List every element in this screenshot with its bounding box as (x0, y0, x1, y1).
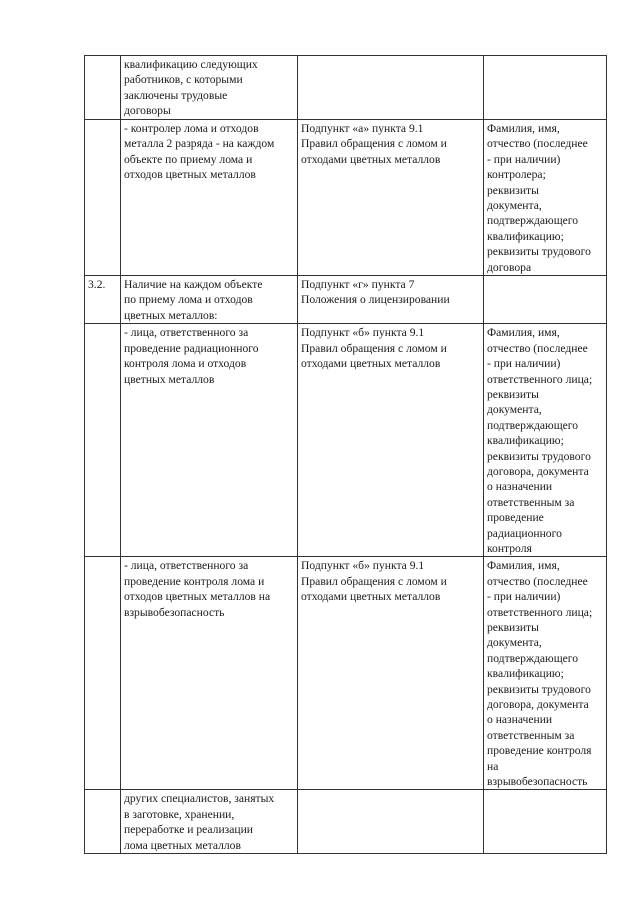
row-number-cell (85, 557, 121, 790)
documents-cell: Фамилия, имя, отчество (последнее - при наличии) ответственного лица; реквизиты документа, подтверждающего квалификацию; реквизиты трудового договора, документа о назначении ответственным за проведение контроля на взрывобезопасность (484, 557, 607, 790)
documents-cell (484, 276, 607, 324)
documents-cell (484, 56, 607, 120)
legal-basis-cell: Подпункт «а» пункта 9.1 Правил обращения с ломом и отходами цветных металлов (298, 120, 484, 276)
documents-cell: Фамилия, имя, отчество (последнее - при наличии) контролера; реквизиты документа, подтверждающего квалификацию; реквизиты трудового договора (484, 120, 607, 276)
legal-basis-cell: Подпункт «г» пункта 7 Положения о лицензировании (298, 276, 484, 324)
table-row (85, 56, 607, 120)
requirement-cell: других специалистов, занятых в заготовке, хранении, переработке и реализации лома цветных металлов (121, 790, 298, 854)
table-row (85, 276, 607, 324)
documents-cell (484, 790, 607, 854)
requirements-table (84, 55, 607, 854)
table-row (85, 120, 607, 276)
legal-basis-cell (298, 790, 484, 854)
row-number-cell (85, 324, 121, 557)
requirement-cell: - контролер лома и отходов металла 2 разряда - на каждом объекте по приему лома и отходов цветных металлов (121, 120, 298, 276)
row-number-cell: 3.2. (85, 276, 121, 324)
table-row (85, 790, 607, 854)
row-number-cell (85, 120, 121, 276)
table-row (85, 557, 607, 790)
table-row (85, 324, 607, 557)
row-number-cell (85, 790, 121, 854)
documents-cell: Фамилия, имя, отчество (последнее - при наличии) ответственного лица; реквизиты документа, подтверждающего квалификацию; реквизиты трудового договора, документа о назначении ответственным за проведение радиационного контроля (484, 324, 607, 557)
legal-basis-cell: Подпункт «б» пункта 9.1 Правил обращения с ломом и отходами цветных металлов (298, 557, 484, 790)
legal-basis-cell: Подпункт «б» пункта 9.1 Правил обращения с ломом и отходами цветных металлов (298, 324, 484, 557)
requirement-cell: - лица, ответственного за проведение контроля лома и отходов цветных металлов на взрывобезопасность (121, 557, 298, 790)
requirement-cell: квалификацию следующих работников, с которыми заключены трудовые договоры (121, 56, 298, 120)
row-number-cell (85, 56, 121, 120)
requirement-cell: Наличие на каждом объекте по приему лома и отходов цветных металлов: (121, 276, 298, 324)
requirement-cell: - лица, ответственного за проведение радиационного контроля лома и отходов цветных металлов (121, 324, 298, 557)
legal-basis-cell (298, 56, 484, 120)
